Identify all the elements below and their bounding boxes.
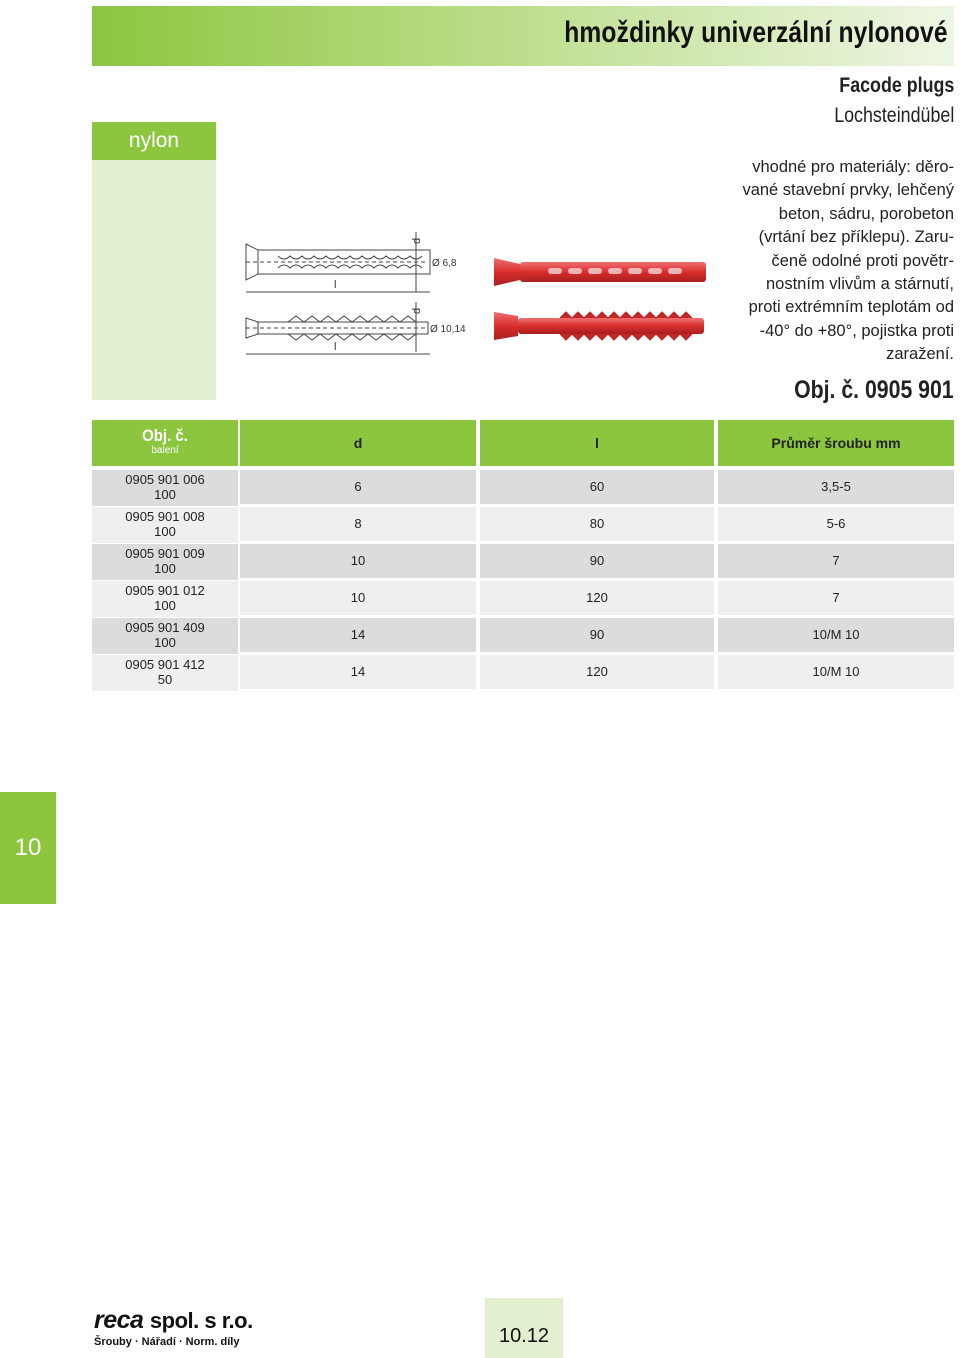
code-cell	[92, 470, 238, 506]
cell-screw: 7	[718, 544, 954, 578]
description-line: (vrtání bez příklepu). Zaru-	[758, 228, 954, 247]
cell-l: 80	[480, 507, 714, 541]
header-bar	[92, 6, 954, 66]
product-photo	[490, 248, 710, 348]
order-code: 0905 901 009	[125, 546, 205, 561]
drawing-label-l: l	[334, 341, 337, 353]
product-description	[684, 156, 954, 367]
column-header-l: l	[480, 420, 714, 466]
description-line: čeně odolné proti povětr-	[771, 251, 954, 270]
description-line: -40° do +80°, pojistka proti	[759, 321, 954, 340]
order-code: 0905 901 006	[125, 472, 205, 487]
cell-d: 14	[240, 655, 476, 689]
cell-l: 90	[480, 618, 714, 652]
order-code: 0905 901 409	[125, 620, 205, 635]
pack-size: 100	[154, 598, 176, 613]
cell-d: 8	[240, 507, 476, 541]
cell-screw: 10/M 10	[718, 655, 954, 689]
code-cell	[92, 507, 238, 543]
description-line: vané stavební prvky, lehčený	[742, 181, 954, 200]
drawing-label-l: l	[334, 279, 337, 291]
cell-d: 10	[240, 544, 476, 578]
sidebar-tab-label: nylon	[128, 129, 180, 152]
page-number-box	[485, 1298, 563, 1358]
cell-l: 120	[480, 655, 714, 689]
code-cell	[92, 581, 238, 617]
company-logo	[94, 1306, 253, 1348]
description-line: beton, sádru, porobeton	[778, 204, 954, 223]
cell-d: 10	[240, 581, 476, 615]
cell-d: 6	[240, 470, 476, 504]
logo-brand: reca	[94, 1306, 144, 1334]
page-title: hmoždinky univerzální nylonové	[564, 16, 948, 49]
product-title-de: Lochsteindübel	[833, 104, 954, 127]
cell-l: 120	[480, 581, 714, 615]
technical-drawing	[238, 222, 468, 362]
cell-screw: 3,5-5	[718, 470, 954, 504]
sidebar-tab-nylon	[92, 122, 216, 160]
description-line: zaražení.	[886, 345, 954, 364]
drawing-label-d: d	[411, 237, 423, 244]
product-title-en: Facode plugs	[838, 74, 954, 97]
cell-l: 60	[480, 470, 714, 504]
pack-size: 100	[154, 487, 176, 502]
code-cell	[92, 544, 238, 580]
drawing-label-d: d	[411, 307, 423, 314]
order-code: 0905 901 008	[125, 509, 205, 524]
pack-size: 100	[154, 561, 176, 576]
pack-size: 100	[154, 524, 176, 539]
cell-screw: 7	[718, 581, 954, 615]
code-header-sublabel: balení	[151, 445, 179, 456]
code-header-label: Obj. č.	[142, 426, 188, 445]
page-number: 10.12	[498, 1325, 550, 1347]
order-code: 0905 901 012	[125, 583, 205, 598]
drawing-dim-2: Ø 10,14	[430, 324, 466, 335]
code-cell	[92, 655, 238, 691]
column-header-screw: Průměr šroubu mm	[718, 420, 954, 466]
section-tab	[0, 792, 56, 904]
pack-size: 100	[154, 635, 176, 650]
code-column-header	[92, 420, 238, 466]
pack-size: 50	[157, 672, 173, 687]
cell-l: 90	[480, 544, 714, 578]
cell-d: 14	[240, 618, 476, 652]
code-cell	[92, 618, 238, 654]
logo-suffix: spol. s r.o.	[149, 1308, 253, 1333]
sidebar-panel	[92, 122, 216, 400]
column-header-d: d	[240, 420, 476, 466]
section-number: 10	[14, 834, 42, 861]
cell-screw: 10/M 10	[718, 618, 954, 652]
description-line: proti extrémním teplotám od	[748, 298, 954, 317]
cell-screw: 5-6	[718, 507, 954, 541]
order-code: 0905 901 412	[125, 657, 205, 672]
drawing-dim-1: Ø 6,8	[432, 258, 457, 269]
order-number: Obj. č. 0905 901	[794, 376, 954, 404]
logo-tagline: Šrouby · Nářadí · Norm. díly	[94, 1336, 240, 1348]
description-line: nostním vlivům a stárnutí,	[766, 275, 954, 294]
description-line: vhodné pro materiály: děro-	[752, 158, 954, 176]
